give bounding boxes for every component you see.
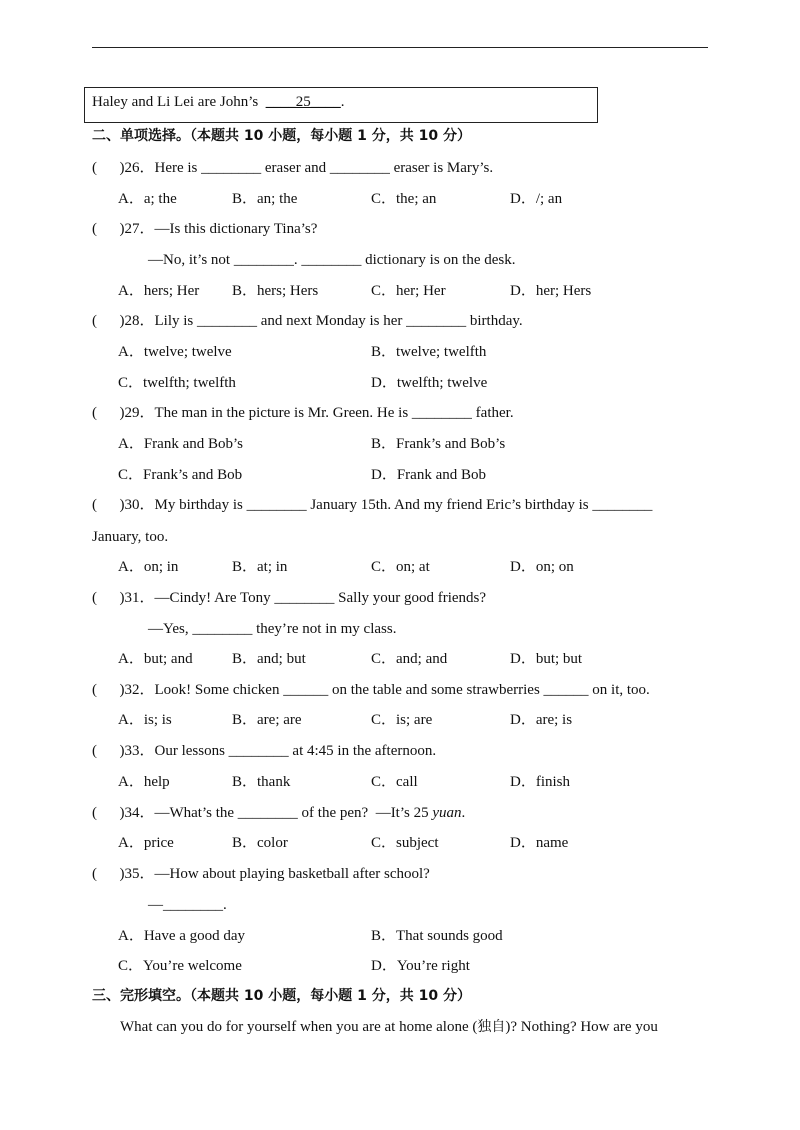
q33-option-a: A．help	[118, 774, 170, 790]
q32-stem: ( )32．Look! Some chicken ______ on the table and some strawberries ______ on it, too.	[92, 682, 650, 698]
q26-option-c: C．the; an	[371, 191, 437, 207]
q29-option-c: C．Frank’s and Bob	[118, 467, 243, 483]
q34-stem-end: .	[461, 805, 466, 821]
q35-option-c: C．You’re welcome	[118, 958, 242, 974]
q35-option-d: D．You’re right	[371, 958, 470, 974]
passage-end: )? Nothing? How are you	[505, 1019, 658, 1035]
q26-option-d: D．/; an	[510, 191, 563, 207]
q35-option-a: A．Have a good day	[118, 928, 246, 944]
passage-chinese-gloss: 独自	[477, 1019, 506, 1035]
q34-option-d: D．name	[510, 835, 569, 851]
q26-option-a: A．a; the	[118, 191, 177, 207]
q34-option-b: B．color	[232, 835, 288, 851]
q26-stem: ( )26．Here is ________ eraser and ________ eraser is Mary’s.	[92, 160, 494, 176]
q31-option-a: A．but; and	[118, 651, 193, 667]
q29-stem: ( )29．The man in the picture is Mr. Green. He is ________ father.	[92, 405, 514, 421]
q32-option-b: B．are; are	[232, 712, 302, 728]
q32-option-d: D．are; is	[510, 712, 573, 728]
q29-option-b: B．Frank’s and Bob’s	[371, 436, 506, 452]
q33-option-c: C．call	[371, 774, 418, 790]
answer-box-text	[92, 94, 344, 111]
q32-option-a: A．is; is	[118, 712, 172, 728]
q28-option-b: B．twelve; twelfth	[371, 344, 487, 360]
q31-stem-2: —Yes, ________ they’re not in my class.	[148, 621, 397, 637]
q28-stem: ( )28．Lily is ________ and next Monday is her ________ birthday.	[92, 313, 523, 329]
q27-option-d: D．her; Hers	[510, 283, 592, 299]
q33-option-b: B．thank	[232, 774, 291, 790]
header-rule	[92, 47, 708, 48]
q30-option-a: A．on; in	[118, 559, 179, 575]
box-sentence: Haley and Li Lei are John’s	[92, 94, 266, 110]
box-end: .	[340, 94, 345, 110]
q28-option-d: D．twelfth; twelve	[371, 375, 488, 391]
q34-stem	[92, 804, 465, 822]
q27-stem-2: —No, it’s not ________. ________ dictionary is on the desk.	[148, 252, 516, 268]
q30-option-d: D．on; on	[510, 559, 574, 575]
q34-stem-text: ( )34．—What’s the ________ of the pen? —It’s 25	[92, 805, 433, 821]
box-answer: ____25____	[265, 94, 341, 110]
q27-option-a: A．hers; Her	[118, 283, 200, 299]
q27-option-c: C．her; Her	[371, 283, 446, 299]
q34-stem-italic: yuan	[432, 805, 462, 821]
q31-option-c: C．and; and	[371, 651, 448, 667]
q34-option-a: A．price	[118, 835, 174, 851]
q29-option-d: D．Frank and Bob	[371, 467, 486, 483]
q31-option-d: D．but; but	[510, 651, 583, 667]
q30-option-c: C．on; at	[371, 559, 430, 575]
q32-option-c: C．is; are	[371, 712, 433, 728]
q27-stem: ( )27．—Is this dictionary Tina’s?	[92, 221, 318, 237]
passage-start: What can you do for yourself when you are at home alone (	[120, 1019, 478, 1035]
q27-option-b: B．hers; Hers	[232, 283, 319, 299]
q26-option-b: B．an; the	[232, 191, 298, 207]
q35-option-b: B．That sounds good	[371, 928, 503, 944]
q30-stem: ( )30．My birthday is ________ January 15th. And my friend Eric’s birthday is ________	[92, 497, 653, 513]
q35-stem-2: —________.	[148, 897, 227, 913]
passage-first-line	[120, 1018, 658, 1036]
q28-option-a: A．twelve; twelve	[118, 344, 232, 360]
q35-stem: ( )35．—How about playing basketball after school?	[92, 866, 430, 882]
q29-option-a: A．Frank and Bob’s	[118, 436, 243, 452]
section-2-title: 二、单项选择。（本题共 10 小题，每小题 1 分，共 10 分）	[92, 128, 471, 144]
q30-option-b: B．at; in	[232, 559, 288, 575]
q31-option-b: B．and; but	[232, 651, 306, 667]
q30-stem-2: January, too.	[92, 529, 169, 545]
q33-stem: ( )33．Our lessons ________ at 4:45 in the afternoon.	[92, 743, 437, 759]
q31-stem: ( )31．—Cindy! Are Tony ________ Sally your good friends?	[92, 590, 487, 606]
q34-option-c: C．subject	[371, 835, 439, 851]
section-3-title: 三、完形填空。（本题共 10 小题，每小题 1 分，共 10 分）	[92, 988, 471, 1004]
q28-option-c: C．twelfth; twelfth	[118, 375, 236, 391]
q33-option-d: D．finish	[510, 774, 571, 790]
